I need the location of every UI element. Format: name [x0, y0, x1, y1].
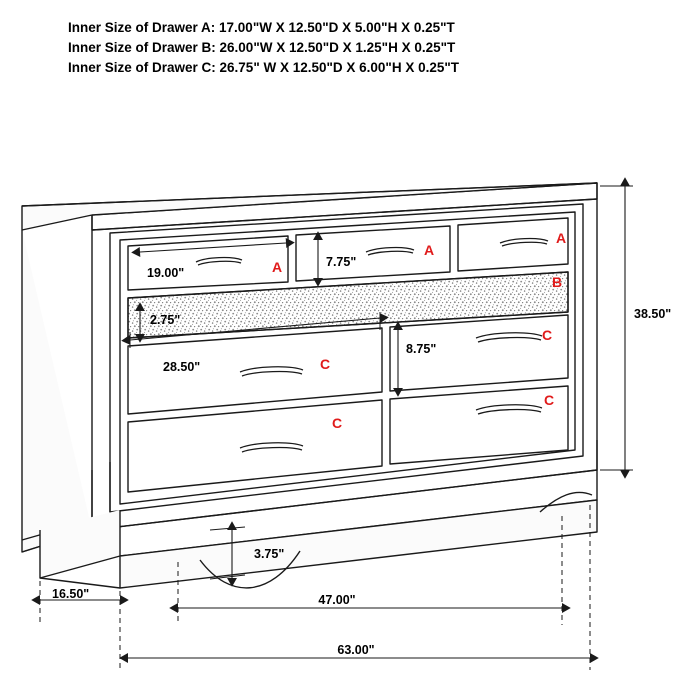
dim-28-50: 28.50"	[163, 360, 201, 374]
dim-63: 63.00"	[337, 643, 375, 657]
letter-c-center: C	[320, 356, 331, 372]
dim-47: 47.00"	[318, 593, 356, 607]
dim-2-75: 2.75"	[150, 313, 181, 327]
letter-c-bottom-left: C	[332, 415, 343, 431]
letter-a-left: A	[272, 259, 283, 275]
letter-b-right: B	[552, 274, 563, 290]
spec-line-drawer-c: Inner Size of Drawer C: 26.75" W X 12.50"D X 6.00"H X 0.25"T	[68, 60, 460, 75]
letter-c-right-upper: C	[542, 327, 553, 343]
letter-c-bottom-right: C	[544, 392, 555, 408]
spec-line-drawer-b: Inner Size of Drawer B: 26.00"W X 12.50"D X 1.25"H X 0.25"T	[68, 40, 456, 55]
dim-8-75: 8.75"	[406, 342, 437, 356]
dim-3-75: 3.75"	[254, 547, 285, 561]
spec-line-drawer-a: Inner Size of Drawer A: 17.00"W X 12.50"D X 5.00"H X 0.25"T	[68, 20, 455, 35]
dim-19: 19.00"	[147, 266, 185, 280]
dim-38-50: 38.50"	[634, 307, 672, 321]
dresser-body	[22, 183, 597, 588]
letter-a-center: A	[424, 242, 435, 258]
dim-16-50: 16.50"	[52, 587, 90, 601]
dim-7-75: 7.75"	[326, 255, 357, 269]
letter-a-right: A	[556, 230, 567, 246]
